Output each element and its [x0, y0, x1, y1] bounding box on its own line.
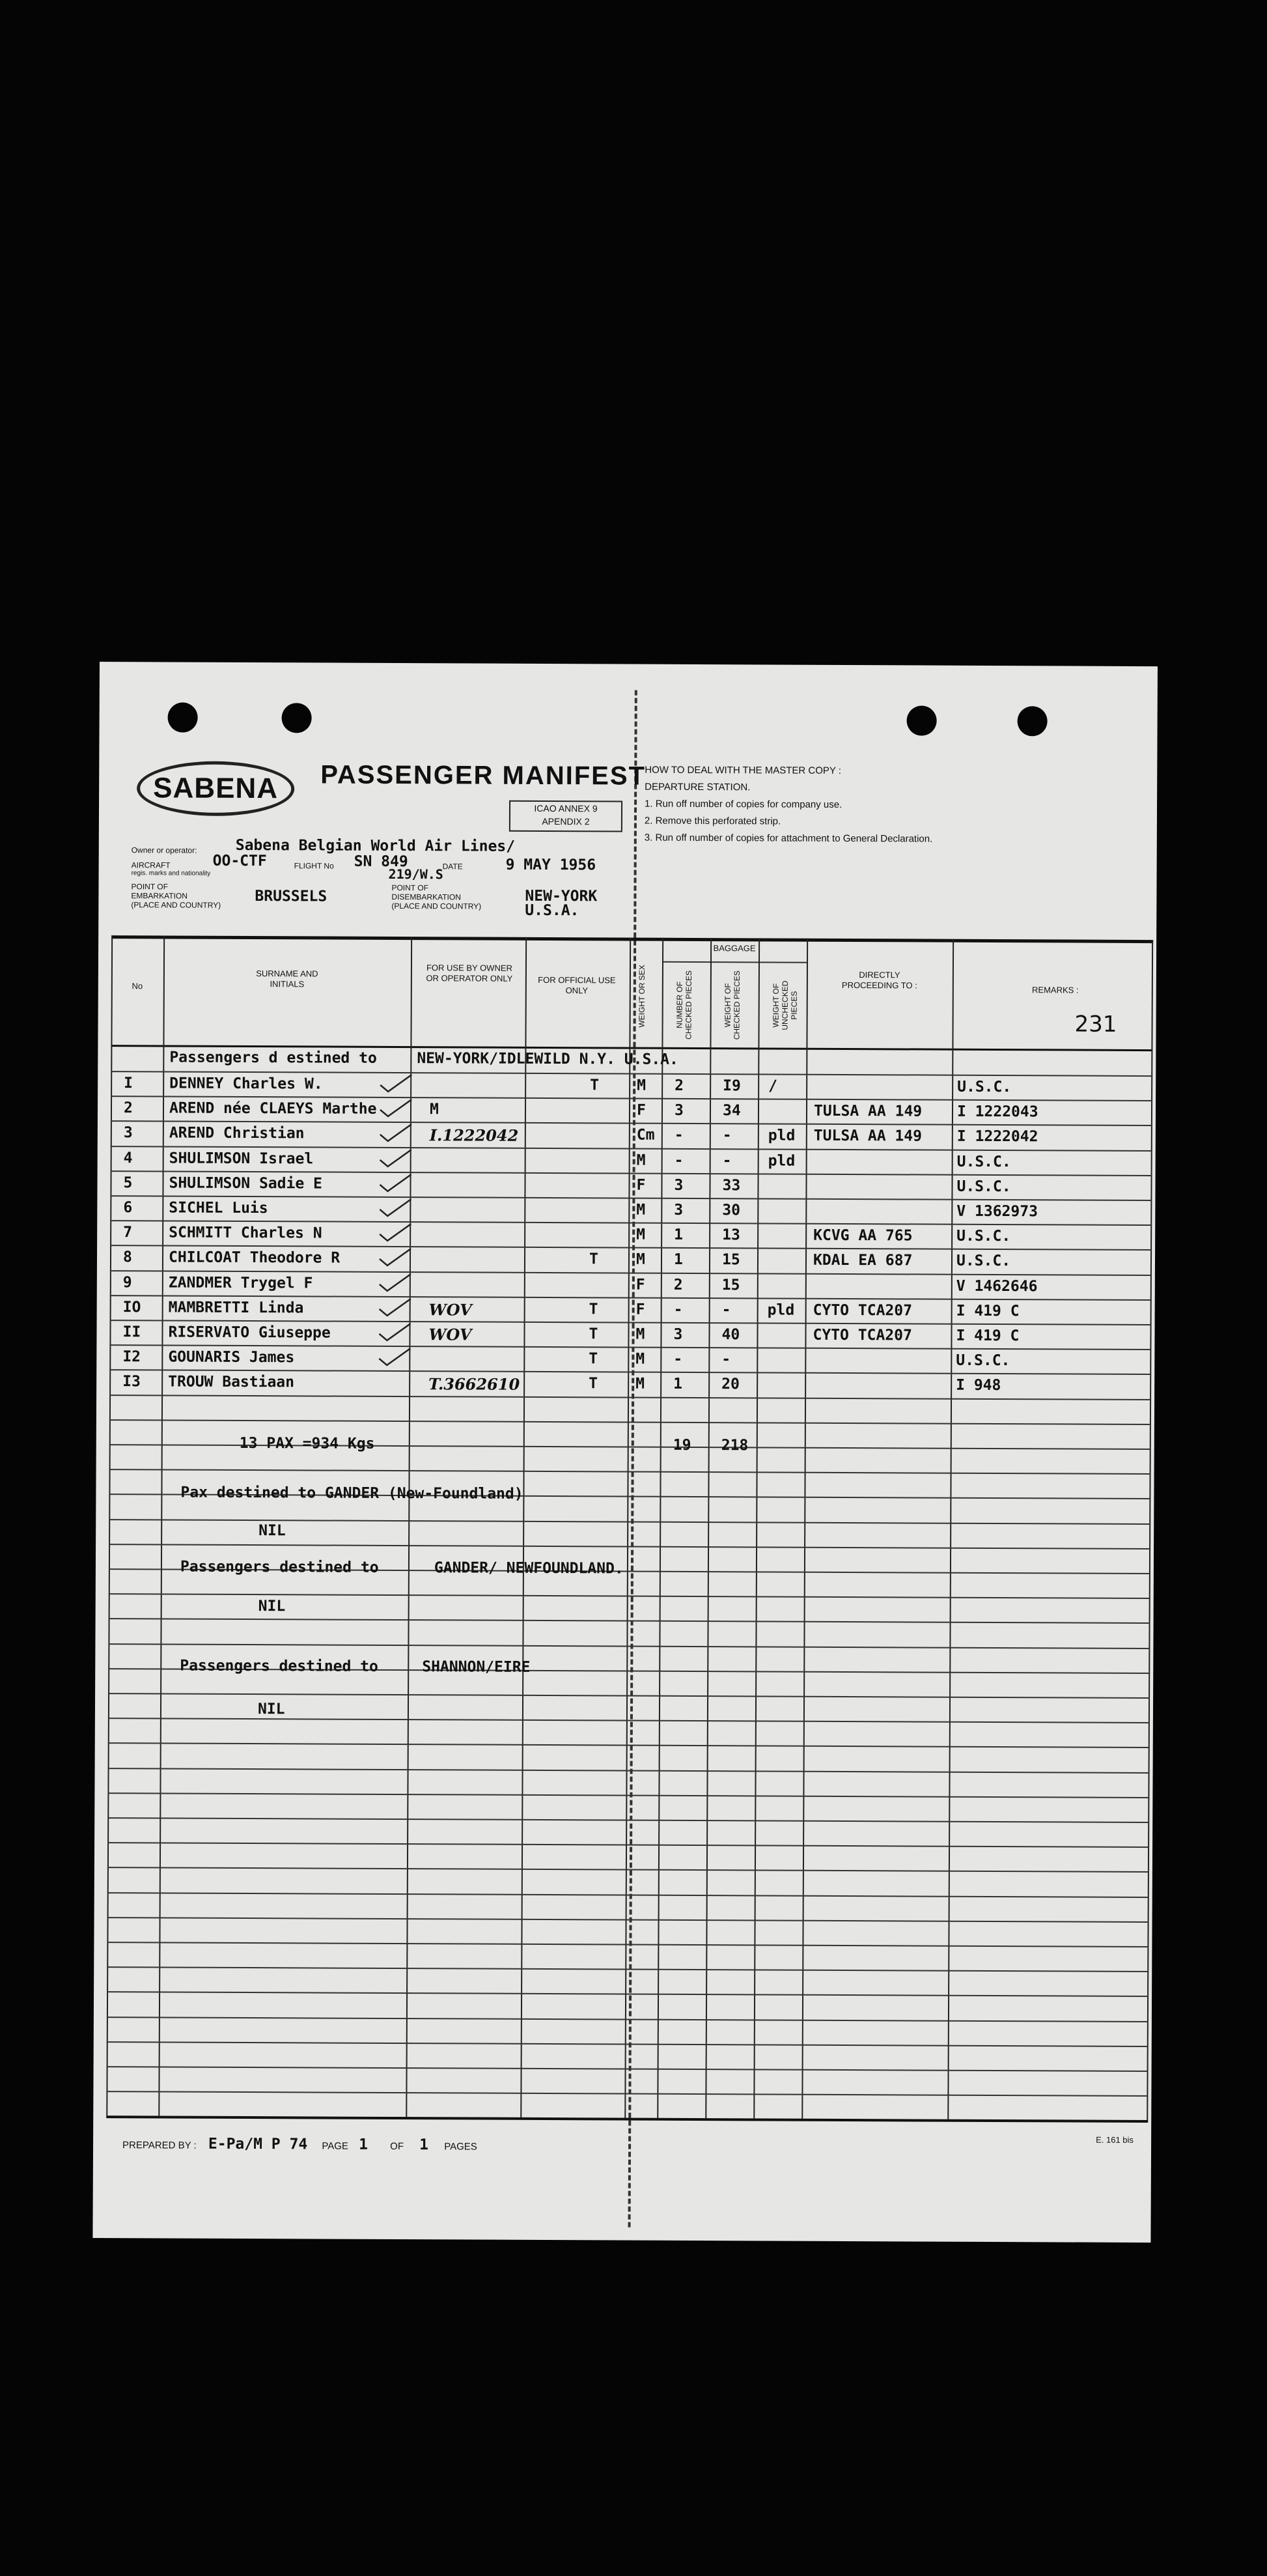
- passenger-name: AREND Christian: [169, 1124, 305, 1142]
- passenger-name: SHULIMSON Sadie E: [169, 1174, 322, 1193]
- flight-value-2: 219/W.S: [388, 866, 443, 883]
- owner-note: WOV: [428, 1325, 472, 1344]
- passenger-name: SCHMITT Charles N: [169, 1224, 322, 1242]
- official-mark: T: [590, 1077, 600, 1094]
- col-surname: SURNAME AND INITIALS: [256, 969, 318, 989]
- check-mark-icon: [377, 1223, 416, 1242]
- manifest-sheet: [92, 662, 1158, 2243]
- punch-hole: [907, 705, 937, 735]
- checked-pieces: 3: [674, 1176, 684, 1194]
- passenger-sex: M: [635, 1375, 645, 1393]
- page-title: PASSENGER MANIFEST: [320, 760, 647, 791]
- checked-weight: -: [722, 1152, 732, 1169]
- passenger-name: ZANDMER Trygel F: [168, 1274, 313, 1292]
- owner-note: I.1222042: [429, 1125, 519, 1146]
- nil-row: [109, 1519, 1150, 1548]
- section-dest: NEW-YORK/IDLEWILD N.Y. U.S.A.: [417, 1050, 678, 1068]
- form-number: E. 161 bis: [1096, 2134, 1134, 2145]
- check-mark-icon: [377, 1173, 416, 1193]
- disembark-label: POINT OF DISEMBARKATION: [391, 883, 461, 902]
- icao-line1: ICAO ANNEX 9: [534, 802, 598, 814]
- footer: [122, 2135, 477, 2153]
- baggage-subrule: [662, 961, 807, 963]
- section4-label: Passengers destined to: [180, 1657, 378, 1675]
- section4-dest: SHANNON/EIRE: [422, 1658, 531, 1676]
- sabena-logo: SABENA: [137, 761, 294, 816]
- row-rule: [107, 1792, 1149, 1798]
- instr-step2: 2. Remove this perforated strip.: [644, 815, 781, 827]
- passenger-name: AREND née CLAEYS Marthe: [169, 1099, 377, 1118]
- table-row: [109, 1321, 1151, 1350]
- remarks: I 948: [956, 1377, 1001, 1394]
- section3-label: Passengers destined to: [180, 1558, 379, 1576]
- owner-note: WOV: [428, 1300, 472, 1320]
- prepared-value: E-Pa/M P 74: [208, 2135, 308, 2153]
- row-rule: [107, 1966, 1149, 1972]
- checked-weight: 34: [722, 1102, 741, 1120]
- section-row: [108, 1654, 1150, 1684]
- page-value: 1: [359, 2136, 369, 2153]
- col-sex: WEIGHT OR SEX: [637, 965, 647, 1028]
- row-rule: [107, 2066, 1149, 2072]
- row-rule: [107, 2017, 1149, 2022]
- of-value: 1: [419, 2136, 429, 2154]
- check-mark-icon: [377, 1198, 416, 1217]
- remarks: V 1462646: [956, 1277, 1038, 1295]
- table-row: [109, 1346, 1151, 1375]
- col-weight-unchecked: WEIGHT OF UNCHECKED PIECES: [771, 980, 799, 1030]
- checked-pieces: -: [674, 1127, 684, 1144]
- remarks: I 419 C: [956, 1302, 1020, 1320]
- table-row: [110, 1271, 1152, 1301]
- col-weight-checked: WEIGHT OF CHECKED PIECES: [723, 970, 742, 1040]
- passenger-name: RISERVATO Giuseppe: [168, 1323, 331, 1342]
- checked-weight: -: [721, 1301, 731, 1319]
- remarks: I 419 C: [956, 1327, 1020, 1345]
- manifest-table: [106, 935, 1153, 2120]
- row-rule: [108, 1768, 1150, 1774]
- row-rule: [107, 1817, 1149, 1823]
- operator-label: Owner or operator:: [131, 845, 197, 855]
- punch-hole: [1018, 706, 1048, 736]
- check-mark-icon: [378, 1148, 417, 1167]
- row-rule: [109, 1419, 1151, 1425]
- check-mark-icon: [377, 1272, 416, 1292]
- disembark-value-2: U.S.A.: [525, 901, 579, 920]
- passenger-sex: F: [636, 1101, 646, 1119]
- aircraft-label: AIRCRAFT: [131, 860, 171, 870]
- unchecked-weight: pld: [768, 1152, 796, 1170]
- date-value: 9 MAY 1956: [505, 856, 596, 874]
- table-row: [109, 1370, 1151, 1400]
- row-number: 6: [123, 1199, 133, 1217]
- instr-step1: 1. Run off number of copies for company use.: [645, 798, 842, 810]
- col-official: FOR OFFICIAL USE ONLY: [538, 974, 616, 996]
- passenger-name: SHULIMSON Israel: [169, 1150, 314, 1168]
- icao-line2: APENDIX 2: [542, 815, 590, 827]
- passenger-name: MAMBRETTI Linda: [168, 1299, 304, 1317]
- section3-dest: GANDER/ NEWFOUNDLAND.: [434, 1559, 624, 1578]
- section-row: [109, 1555, 1150, 1585]
- row-number: 5: [123, 1174, 133, 1192]
- proceeding-to: TULSA AA 149: [813, 1102, 923, 1120]
- unchecked-weight: pld: [767, 1301, 795, 1319]
- totals-row: [109, 1432, 1151, 1461]
- table-top-rule: [111, 935, 1153, 943]
- checked-pieces: 1: [673, 1376, 683, 1393]
- row-rule: [107, 1892, 1149, 1898]
- owner-note: T.3662610: [428, 1374, 520, 1394]
- checked-weight: -: [721, 1351, 731, 1368]
- checked-weight: 15: [721, 1276, 740, 1294]
- checked-weight: 15: [721, 1251, 740, 1269]
- check-mark-icon: [376, 1322, 415, 1342]
- section3-nil: NIL: [258, 1598, 286, 1615]
- section-label: Passengers d estined to: [169, 1049, 377, 1067]
- passenger-name: SICHEL Luis: [169, 1199, 268, 1217]
- table-bottom-rule: [106, 2116, 1148, 2123]
- flight-value: SN 849: [354, 853, 408, 871]
- row-number: 3: [123, 1124, 133, 1142]
- page-number: 231: [1074, 1011, 1117, 1038]
- embark-sub: (PLACE AND COUNTRY): [131, 900, 221, 910]
- embark-value: BRUSSELS: [255, 888, 327, 905]
- check-mark-icon: [378, 1123, 417, 1142]
- checked-weight: 13: [722, 1226, 740, 1244]
- section4-nil: NIL: [257, 1701, 285, 1718]
- flight-label: FLIGHT No: [294, 861, 334, 871]
- disembark-value: NEW-YORK: [525, 887, 598, 905]
- checked-pieces: -: [674, 1152, 684, 1169]
- col-owner: FOR USE BY OWNER OR OPERATOR ONLY: [426, 963, 513, 984]
- proceeding-to: KDAL EA 687: [813, 1252, 913, 1269]
- checked-pieces: 2: [675, 1077, 684, 1094]
- check-mark-icon: [378, 1098, 417, 1118]
- table-row: [111, 1072, 1152, 1101]
- checked-pieces: 3: [674, 1201, 684, 1219]
- instr-step3: 3. Run off number of copies for attachment to General Declaration.: [644, 832, 933, 845]
- remarks: U.S.C.: [956, 1178, 1011, 1195]
- remarks: U.S.C.: [956, 1352, 1010, 1370]
- row-number: I3: [122, 1373, 141, 1391]
- passenger-sex: M: [636, 1152, 646, 1169]
- table-row: [110, 1296, 1152, 1325]
- totals-pieces: 19: [673, 1436, 691, 1454]
- table-row: [110, 1246, 1152, 1275]
- remarks: U.S.C.: [956, 1227, 1011, 1245]
- check-mark-icon: [378, 1073, 417, 1093]
- unchecked-weight: /: [768, 1077, 778, 1095]
- checked-weight: I9: [723, 1077, 741, 1095]
- row-rule: [107, 2041, 1149, 2047]
- row-rule: [106, 2091, 1148, 2097]
- passenger-sex: M: [637, 1077, 647, 1094]
- punch-hole: [282, 703, 312, 733]
- row-rule: [108, 1643, 1150, 1649]
- row-rule: [107, 1917, 1149, 1923]
- remarks: U.S.C.: [956, 1153, 1011, 1170]
- proceeding-to: KCVG AA 765: [813, 1226, 913, 1245]
- col-no: No: [132, 981, 143, 991]
- checked-weight: -: [722, 1127, 732, 1144]
- section-row: [109, 1481, 1150, 1510]
- check-mark-icon: [377, 1247, 416, 1267]
- of-label: OF: [390, 2140, 404, 2153]
- row-rule: [108, 1742, 1150, 1748]
- col-baggage: BAGGAGE: [713, 943, 756, 954]
- remarks: I 1222042: [956, 1128, 1038, 1146]
- checked-weight: 20: [721, 1376, 740, 1393]
- official-mark: T: [589, 1301, 598, 1318]
- row-number: II: [122, 1323, 141, 1341]
- remarks: I 1222043: [956, 1103, 1038, 1121]
- check-mark-icon: [377, 1297, 416, 1317]
- row-number: 7: [123, 1224, 133, 1241]
- row-number: 2: [123, 1099, 133, 1117]
- pages-label: PAGES: [444, 2141, 477, 2153]
- checked-weight: 30: [722, 1202, 741, 1219]
- checked-weight: 40: [721, 1326, 740, 1344]
- disembark-sub: (PLACE AND COUNTRY): [391, 901, 482, 911]
- official-mark: T: [589, 1350, 598, 1368]
- passenger-sex: M: [635, 1325, 645, 1343]
- punch-hole: [168, 702, 198, 732]
- remarks: V 1362973: [956, 1202, 1038, 1221]
- checked-pieces: 2: [673, 1276, 683, 1294]
- proceeding-to: CYTO TCA207: [813, 1326, 912, 1344]
- col-remarks: REMARKS :: [1032, 985, 1079, 995]
- icao-box: [509, 800, 622, 832]
- col-directly: DIRECTLY PROCEEDING TO :: [841, 970, 917, 991]
- remarks: U.S.C.: [956, 1253, 1011, 1270]
- row-number: I: [124, 1075, 133, 1092]
- passenger-sex: Cm: [636, 1126, 655, 1144]
- passenger-sex: M: [636, 1226, 646, 1243]
- embark-label: POINT OF EMBARKATION: [131, 882, 188, 901]
- row-number: 8: [122, 1249, 132, 1266]
- table-row: [111, 1122, 1152, 1151]
- table-row: [110, 1172, 1152, 1201]
- date-label: DATE: [442, 862, 463, 871]
- passenger-sex: M: [635, 1251, 645, 1269]
- official-mark: T: [589, 1375, 598, 1393]
- totals-weight: 218: [721, 1437, 749, 1454]
- nil-row: [108, 1697, 1150, 1727]
- row-number: IO: [122, 1298, 141, 1316]
- checked-weight: 33: [722, 1176, 741, 1195]
- checked-pieces: -: [673, 1301, 683, 1318]
- check-mark-icon: [376, 1347, 415, 1366]
- row-rule: [109, 1469, 1151, 1475]
- instr-station: DEPARTURE STATION.: [645, 781, 751, 793]
- row-number: 4: [123, 1149, 133, 1167]
- col-pieces: NUMBER OF CHECKED PIECES: [675, 970, 693, 1040]
- row-number: 9: [122, 1273, 132, 1291]
- table-row: [110, 1221, 1152, 1251]
- aircraft-value: OO-CTF: [212, 852, 267, 870]
- operator-value: Sabena Belgian World Air Lines/: [235, 836, 516, 855]
- passenger-sex: F: [636, 1176, 646, 1194]
- row-rule: [107, 1942, 1149, 1947]
- proceeding-to: CYTO TCA207: [813, 1301, 913, 1320]
- row-rule: [107, 1867, 1149, 1873]
- checked-pieces: 1: [674, 1226, 684, 1244]
- official-mark: T: [589, 1325, 598, 1343]
- page-label: PAGE: [322, 2140, 349, 2152]
- row-number: I2: [122, 1348, 141, 1366]
- official-mark: T: [589, 1251, 598, 1268]
- table-row: [111, 1147, 1152, 1176]
- row-rule: [107, 1842, 1149, 1848]
- passenger-sex: F: [635, 1301, 645, 1318]
- owner-note: M: [429, 1101, 439, 1118]
- checked-pieces: -: [673, 1351, 683, 1368]
- remarks: U.S.C.: [957, 1078, 1012, 1096]
- table-row: [111, 1097, 1152, 1126]
- passenger-name: TROUW Bastiaan: [168, 1373, 295, 1391]
- master-copy-instructions: [645, 762, 933, 848]
- prepared-label: PREPARED BY :: [122, 2140, 197, 2151]
- unchecked-weight: pld: [768, 1127, 796, 1145]
- instr-title: HOW TO DEAL WITH THE MASTER COPY :: [645, 764, 842, 776]
- section2-nil: NIL: [258, 1522, 286, 1540]
- aircraft-sub: regis. marks and nationality: [131, 870, 211, 877]
- section-row: [111, 1046, 1152, 1075]
- passenger-sex: M: [635, 1350, 645, 1368]
- passenger-name: GOUNARIS James: [168, 1348, 295, 1366]
- passenger-name: DENNEY Charles W.: [169, 1075, 323, 1093]
- row-rule: [107, 1991, 1149, 1997]
- passenger-sex: M: [636, 1201, 646, 1219]
- nil-row: [109, 1594, 1150, 1624]
- table-row: [110, 1196, 1152, 1226]
- checked-pieces: 3: [674, 1102, 684, 1120]
- checked-pieces: 3: [673, 1325, 683, 1343]
- passenger-name: CHILCOAT Theodore R: [168, 1249, 341, 1267]
- checked-pieces: 1: [673, 1251, 683, 1269]
- proceeding-to: TULSA AA 149: [813, 1127, 923, 1145]
- section2-label: Pax destined to GANDER (New-Foundland): [180, 1484, 523, 1503]
- passenger-sex: F: [635, 1276, 645, 1294]
- totals-label: 13 PAX =934 Kgs: [239, 1434, 375, 1452]
